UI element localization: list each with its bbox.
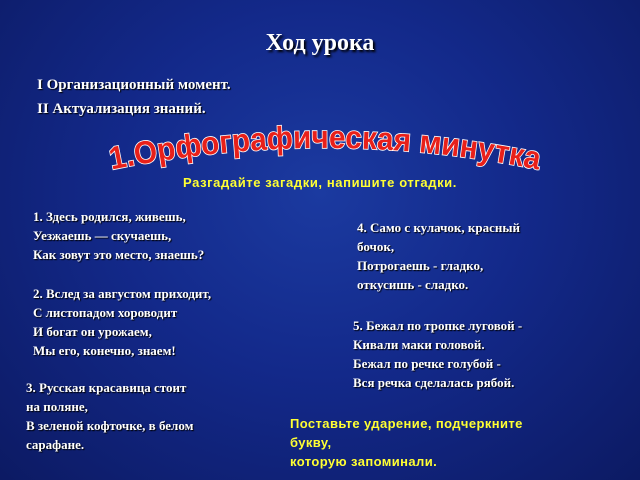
wordart-heading [90,118,560,180]
riddle-3: 3. Русская красавица стоит на поляне, В зеленой кофточке, в белом сарафане. [26,380,194,452]
wordart-text: 1.Орфографическая минутка [105,118,546,177]
plan-item-2: II Актуализация знаний. [37,101,206,117]
slide-title: Ход урока [265,30,375,56]
riddle-4: 4. Само с кулачок, красный бочок, Потрогаешь - гладко, откусишь - сладко. [357,220,521,292]
task-instruction: Разгадайте загадки, напишите отгадки. [183,175,457,190]
footer-instruction: Поставьте ударение, подчеркните букву, которую запоминали. [290,416,523,469]
svg-text:1.Орфографическая минутка [106,119,544,177]
riddle-2: 2. Вслед за августом приходит, С листопадом хороводит И богат он урожаем, Мы его, конечно, знаем! [33,286,212,358]
riddle-5: 5. Бежал по тропке луговой - Кивали маки головой. Бежал по речке голубой - Вся речка сделалась рябой. [353,318,523,390]
riddle-1: 1. Здесь родился, живешь, Уезжаешь — скучаешь, Как зовут это место, знаешь? [33,209,205,262]
plan-item-1: I Организационный момент. [37,77,231,93]
